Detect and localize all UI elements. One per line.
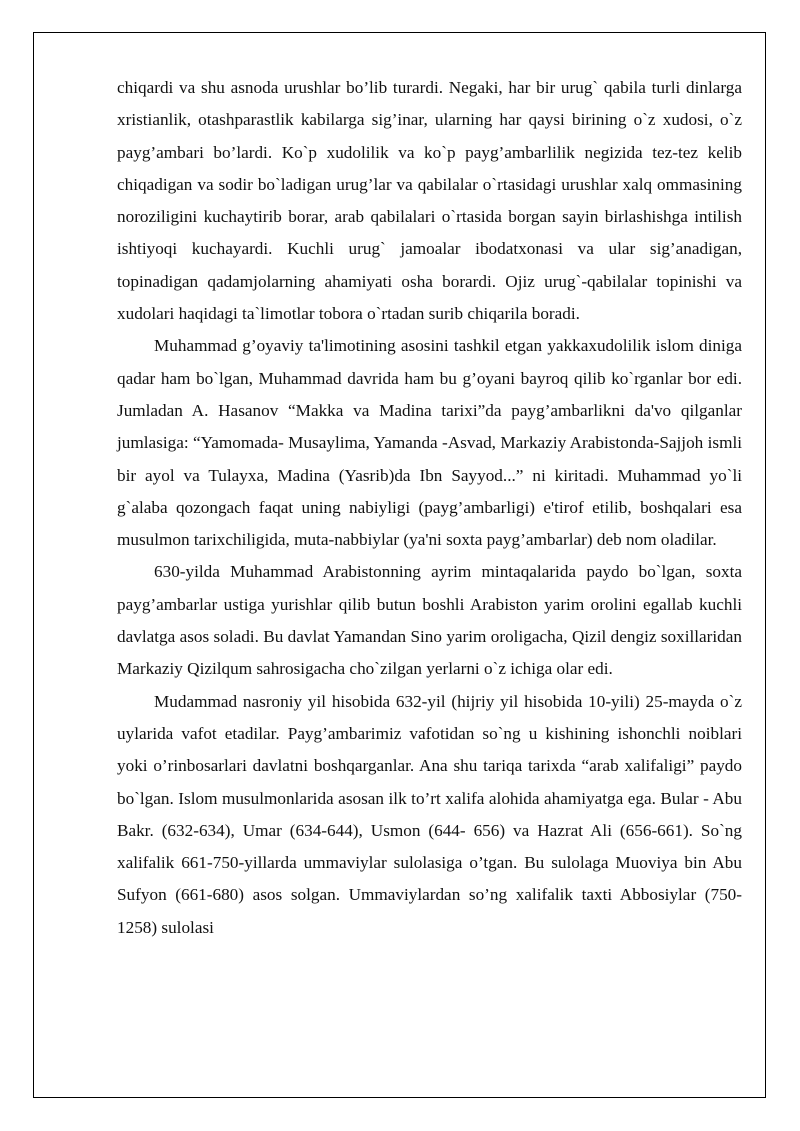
document-body [117,72,742,944]
paragraph-4: Mudammad nasroniy yil hisobida 632-yil (hijriy yil hisobida 10-yili) 25-mayda o`z uylarida vafot etadilar. Payg’ambarimiz vafotidan so`ng u kishining ishonchli noiblari yoki o’rinbosarlari davlatni boshqarganlar. Ana shu tariqa tarixda “arab xalifaligi” paydo bo`lgan. Islom musulmonlarida asosan ilk to’rt xalifa alohida ahamiyatga ega. Bular - Abu Bakr. (632-634), Umar (634-644), Usmon (644- 656) va Hazrat Ali (656-661). So`ng xalifalik 661-750-yillarda ummaviylar sulolasiga o’tgan. Bu sulolaga Muoviya bin Abu Sufyon (661-680) asos solgan. Ummaviylardan so’ng xalifalik taxti Abbosiylar (750-1258) sulolasi [117,691,742,937]
paragraph-2: Muhammad g’oyaviy ta'limotining asosini tashkil etgan yakkaxudolilik islom diniga qadar ham bo`lgan, Muhammad davrida ham bu g’oyani bayroq qilib ko`rganlar bor edi. Jumladan A. Hasanov “Makka va Madina tarixi”da payg’ambarlikni da'vo qilganlar jumlasiga: “Yamomada- Musaylima, Yamanda -Asvad, Markaziy Arabistonda-Sajjoh ismli bir ayol va Tulayxa, Madina (Yasrib)da Ibn Sayyod...” ni kiritadi. Muhammad yo`li g`alaba qozongach faqat uning nabiyligi (payg’ambarligi) e'tirof etilib, boshqalari esa musulmon tarixchiligida, muta-nabbiylar (ya'ni soxta payg’ambarlar) deb nom oladilar. [117,336,742,550]
paragraph-3: 630-yilda Muhammad Arabistonning ayrim mintaqalarida paydo bo`lgan, soxta payg’ambarlar ustiga yurishlar qilib butun boshli Arabiston yarim orolini egallab kuchli davlatga asos soladi. Bu davlat Yamandan Sino yarim oroligacha, Qizil dengiz soxillaridan Markaziy Qizilqum sahrosigacha cho`zilgan yerlarni o`z ichiga olar edi. [117,562,742,679]
paragraph-1: chiqardi va shu asnoda urushlar bo’lib turardi. Negaki, har bir urug` qabila turli dinlarga xristianlik, otashparastlik kabilarga sig’inar, ularning har qaysi birining o`z xudosi, o`z payg’ambari bo’lardi. Ko`p xudolilik va ko`p payg’ambarlilik negizida tez-tez kelib chiqadigan va sodir bo`ladigan urug’lar va qabilalar o`rtasidagi urushlar xalq ommasining noroziligini kuchaytirib borar, arab qabilalari o`rtasida borgan sayin birlashishga intilish ishtiyoqi kuchayardi. Kuchli urug` jamoalar ibodatxonasi va ular sig’anadigan, topinadigan qadamjolarning ahamiyati osha borardi. Ojiz urug`-qabilalar topinishi va xudolari haqidagi ta`limotlar tobora o`rtadan surib chiqarila boradi. [117,78,742,324]
